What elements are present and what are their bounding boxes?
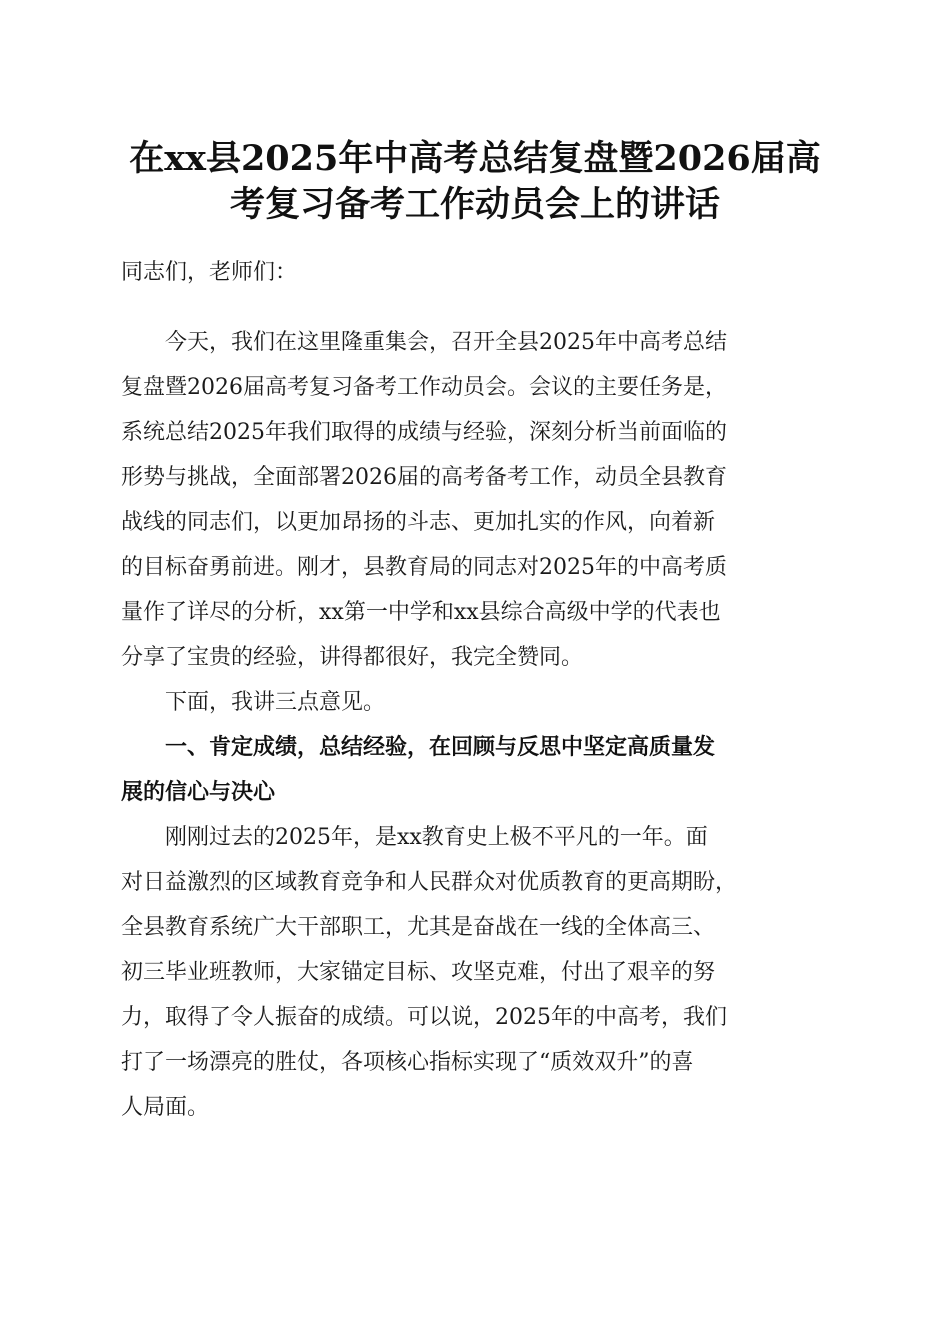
- paragraph-1-line-8: 分享了宝贵的经验，讲得都很好，我完全赞同。: [121, 645, 584, 670]
- document-title-line-2: 考复习备考工作动员会上的讲话: [229, 184, 720, 225]
- paragraph-1-line-7: 量作了详尽的分析，xx第一中学和xx县综合高级中学的代表也: [121, 600, 721, 625]
- paragraph-3-line-5: 力，取得了令人振奋的成绩。可以说，2025年的中高考，我们: [121, 1005, 727, 1030]
- paragraph-1-line-6: 的目标奋勇前进。刚才，县教育局的同志对2025年的中高考质: [121, 555, 727, 580]
- paragraph-1-line-2: 复盘暨2026届高考复习备考工作动员会。会议的主要任务是，: [121, 375, 727, 400]
- paragraph-3-line-1: 刚刚过去的2025年，是xx教育史上极不平凡的一年。面: [165, 825, 708, 850]
- salutation: 同志们，老师们：: [121, 260, 298, 285]
- paragraph-3-line-3: 全县教育系统广大干部职工，尤其是奋战在一线的全体高三、: [121, 915, 716, 940]
- paragraph-3-line-6: 打了一场漂亮的胜仗，各项核心指标实现了“质效双升”的喜: [121, 1050, 694, 1075]
- paragraph-1-line-1: 今天，我们在这里隆重集会，召开全县2025年中高考总结: [165, 330, 727, 355]
- section-heading-1-line-2: 展的信心与决心: [121, 780, 276, 805]
- paragraph-3-line-2: 对日益激烈的区域教育竞争和人民群众对优质教育的更高期盼，: [121, 870, 738, 895]
- paragraph-1-line-5: 战线的同志们，以更加昂扬的斗志、更加扎实的作风，向着新: [121, 510, 716, 535]
- document-title-line-1: 在xx县2025年中高考总结复盘暨2026届高: [129, 138, 821, 179]
- section-heading-1-line-1: 一、肯定成绩，总结经验，在回顾与反思中坚定高质量发: [165, 735, 716, 760]
- paragraph-1-line-4: 形势与挑战，全面部署2026届的高考备考工作，动员全县教育: [121, 465, 727, 490]
- paragraph-1-line-3: 系统总结2025年我们取得的成绩与经验，深刻分析当前面临的: [121, 420, 727, 445]
- paragraph-3-line-7: 人局面。: [121, 1095, 210, 1120]
- paragraph-3-line-4: 初三毕业班教师，大家锚定目标、攻坚克难，付出了艰辛的努: [121, 960, 716, 985]
- paragraph-2: 下面，我讲三点意见。: [165, 690, 386, 715]
